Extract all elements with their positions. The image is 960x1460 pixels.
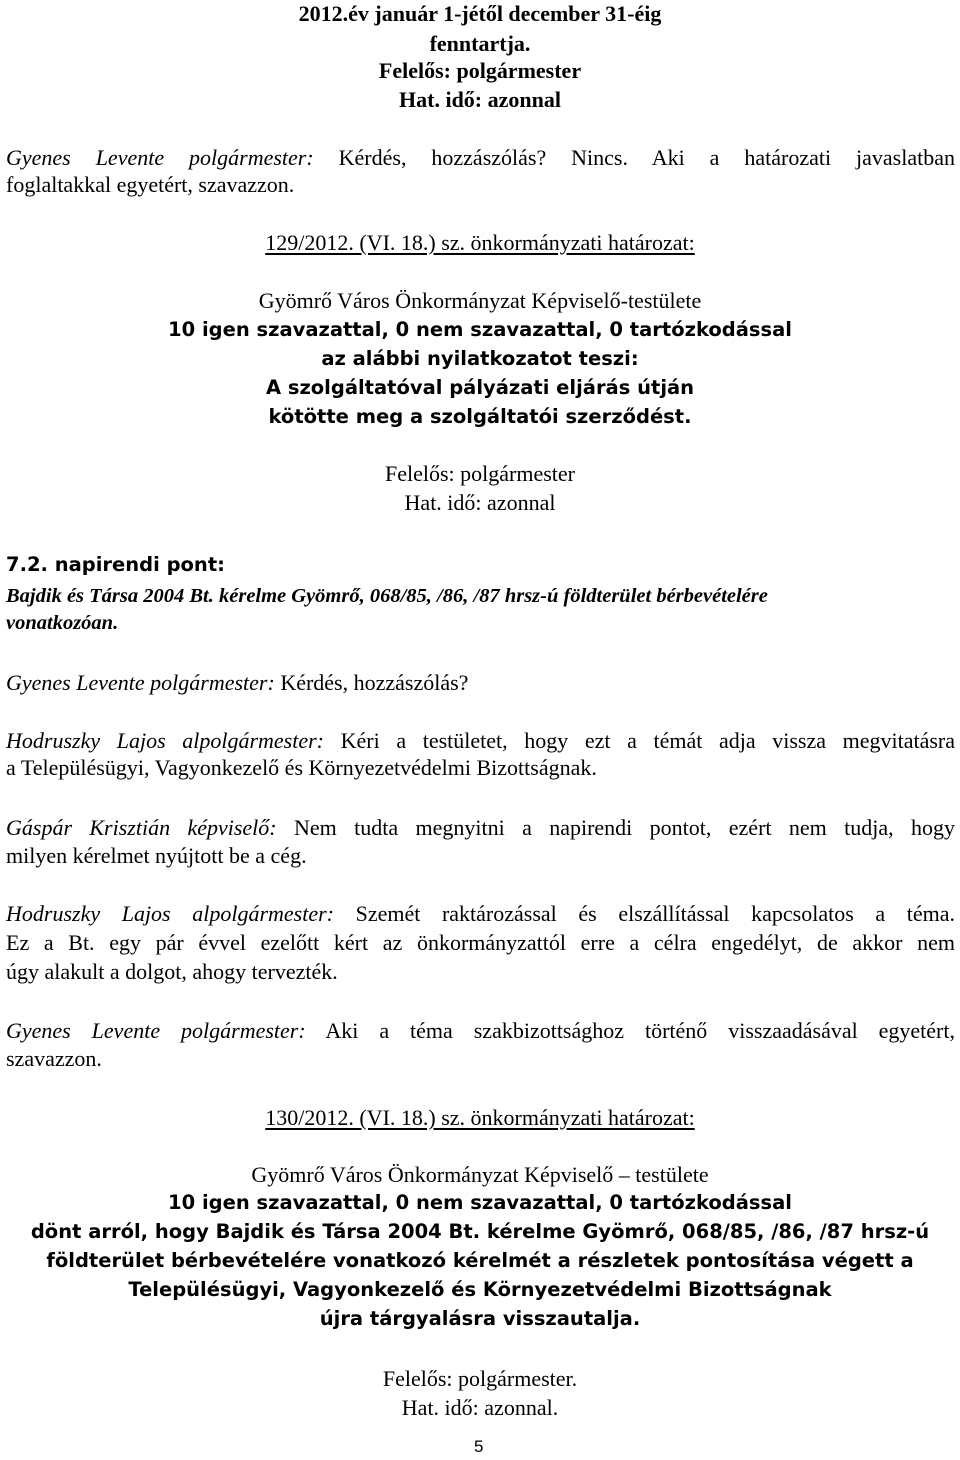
paragraph-5-line-2: Ez a Bt. egy pár évvel ezelőtt kért az önkormányzattól erre a célra engedélyt, de akkor nem: [6, 930, 955, 955]
paragraph-5-line-3: úgy alakult a dolgot, ahogy tervezték.: [6, 959, 338, 984]
resolution-129-line-1: Gyömrő Város Önkormányzat Képviselő-testülete: [258, 288, 702, 313]
resolution-130-responsible: Felelős: polgármester.: [382, 1366, 578, 1391]
agenda-subject-line-2: vonatkozóan.: [6, 612, 119, 634]
top-responsible: Felelős: polgármester: [378, 58, 582, 83]
paragraph-6-line-1: [6, 1020, 955, 1042]
speaker-name: Gyenes Levente polgármester:: [6, 670, 275, 695]
paragraph-1-line-2: foglaltakkal egyetért, szavazzon.: [6, 172, 295, 197]
resolution-130-line-5: Településügyi, Vagyonkezelő és Környezetvédelmi Bizottságnak: [128, 1278, 832, 1301]
resolution-130-line-4: földterület bérbevételére vonatkozó kérelmét a részletek pontosítása végett a: [46, 1249, 914, 1272]
paragraph-1-line-1: [6, 147, 955, 169]
top-line-2: fenntartja.: [429, 31, 531, 56]
resolution-129-line-2: 10 igen szavazattal, 0 nem szavazattal, 0 tartózkodással: [168, 318, 792, 341]
speaker-name: Hodruszky Lajos alpolgármester:: [6, 901, 334, 926]
paragraph-2: [6, 672, 468, 694]
resolution-129-deadline: Hat. idő: azonnal: [404, 490, 556, 515]
agenda-subject-line-1: Bajdik és Társa 2004 Bt. kérelme Gyömrő, 068/85, /86, /87 hrsz-ú földterület bérbevételére: [6, 585, 768, 607]
resolution-130-line-3: dönt arról, hogy Bajdik és Társa 2004 Bt. kérelme Gyömrő, 068/85, /86, /87 hrsz-ú: [30, 1220, 930, 1243]
resolution-129-line-5: kötötte meg a szolgáltatói szerződést.: [268, 405, 692, 428]
paragraph-4-line-2: milyen kérelmet nyújtott be a cég.: [6, 843, 307, 868]
resolution-130-line-2: 10 igen szavazattal, 0 nem szavazattal, 0 tartózkodással: [168, 1191, 792, 1214]
resolution-130-number: 130/2012. (VI. 18.) sz. önkormányzati határozat:: [265, 1105, 695, 1130]
resolution-129-responsible: Felelős: polgármester: [384, 461, 575, 486]
page-number: 5: [474, 1437, 484, 1456]
top-line-1: 2012.év január 1-jétől december 31-éig: [298, 1, 662, 26]
paragraph-text: Nem tudta megnyitni a napirendi pontot, ezért nem tudja, hogy: [276, 815, 955, 840]
paragraph-text: Kérdés, hozzászólás?: [274, 670, 469, 695]
speaker-name: Hodruszky Lajos alpolgármester:: [6, 728, 325, 753]
agenda-heading: 7.2. napirendi pont:: [6, 553, 225, 576]
paragraph-5-line-1: [6, 903, 955, 925]
resolution-130-line-1: Gyömrő Város Önkormányzat Képviselő – testülete: [251, 1162, 709, 1187]
resolution-130-deadline: Hat. idő: azonnal.: [401, 1395, 559, 1420]
resolution-130-line-6: újra tárgyalásra visszautalja.: [319, 1307, 641, 1330]
top-deadline: Hat. idő: azonnal: [399, 87, 561, 112]
paragraph-6-line-2: szavazzon.: [6, 1046, 102, 1071]
resolution-129-number: 129/2012. (VI. 18.) sz. önkormányzati határozat:: [265, 230, 695, 255]
paragraph-text: Kérdés, hozzászólás? Nincs. Aki a határozati javaslatban: [313, 145, 955, 170]
speaker-name: Gyenes Levente polgármester:: [6, 145, 314, 170]
paragraph-3-line-1: [6, 730, 955, 752]
speaker-name: Gáspár Krisztián képviselő:: [6, 815, 277, 840]
resolution-129-line-4: A szolgáltatóval pályázati eljárás útján: [265, 376, 695, 399]
paragraph-text: Szemét raktározással és elszállítással kapcsolatos a téma.: [334, 901, 955, 926]
paragraph-4-line-1: [6, 817, 955, 839]
paragraph-text: Aki a téma szakbizottsághoz történő visszaadásával egyetért,: [305, 1018, 955, 1043]
speaker-name: Gyenes Levente polgármester:: [6, 1018, 306, 1043]
paragraph-text: Kéri a testületet, hogy ezt a témát adja vissza megvitatásra: [324, 728, 955, 753]
paragraph-3-line-2: a Településügyi, Vagyonkezelő és Környezetvédelmi Bizottságnak.: [6, 755, 597, 780]
resolution-129-line-3: az alábbi nyilatkozatot teszi:: [321, 347, 639, 370]
